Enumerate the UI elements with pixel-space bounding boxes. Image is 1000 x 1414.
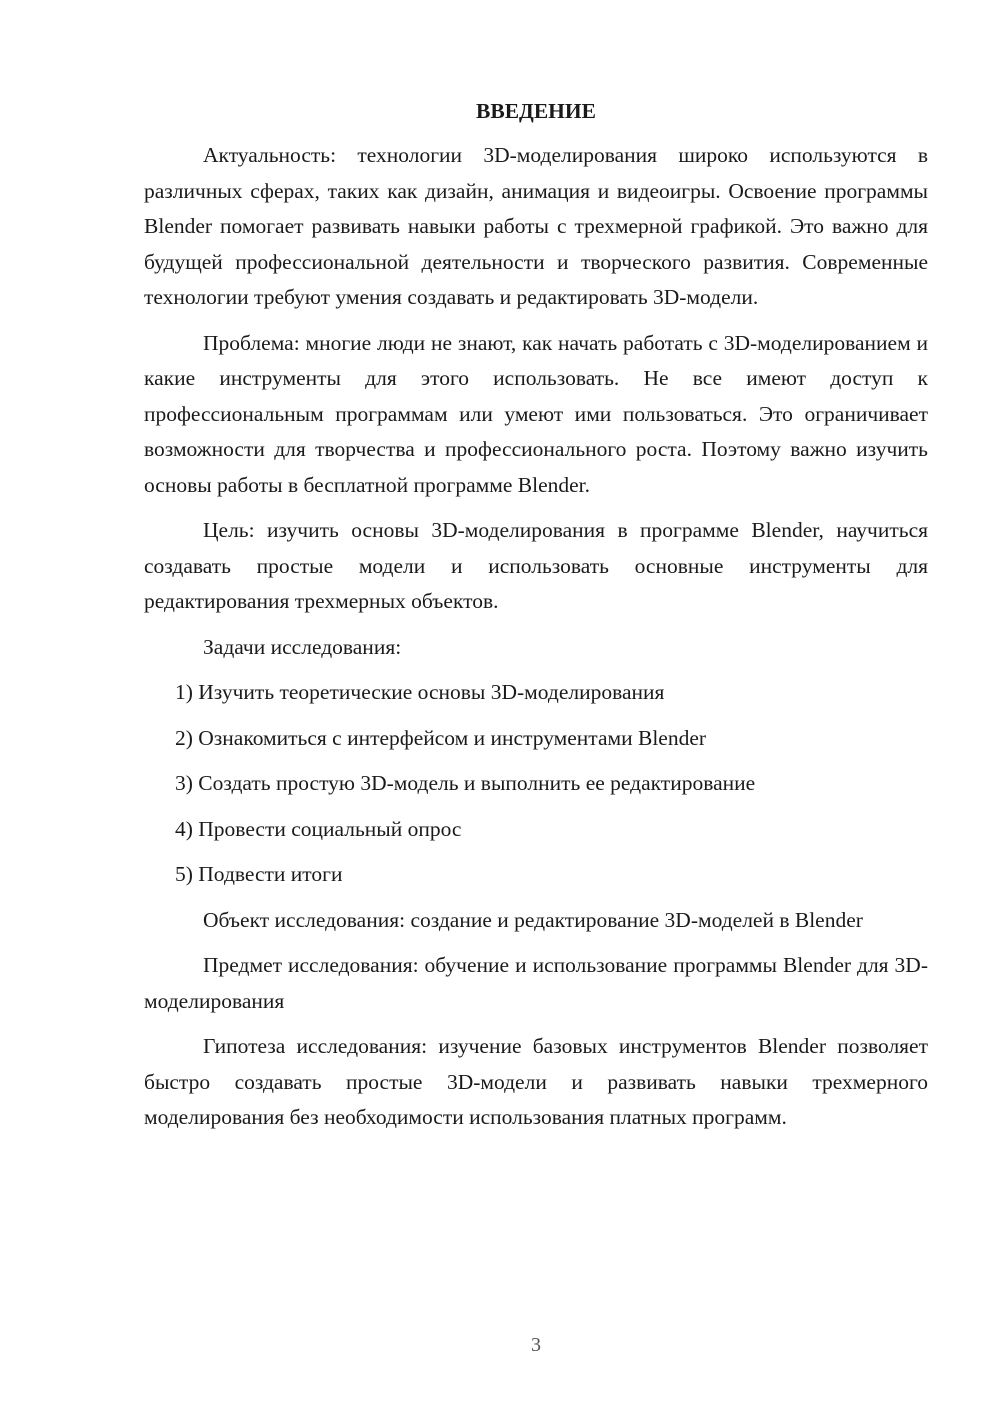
task-list xyxy=(144,675,928,893)
list-item: 3) Создать простую 3D-модель и выполнить ее редактирование xyxy=(175,771,756,795)
paragraph-object: Объект исследования: создание и редактирование 3D-моделей в Blender xyxy=(203,907,863,932)
page-number: 3 xyxy=(531,1334,541,1356)
paragraph-problem: Проблема: многие люди не знают, как начать работать с 3D-моделированием и какие инструменты для этого использовать. Не все имеют доступ к профессиональным программам или умеют ими пользоваться. Это ограничивает возможности для творчества и профессионального роста. Поэтому важно изучить основы работы в бесплатной программе Blender. xyxy=(144,330,928,497)
list-item: 5) Подвести итоги xyxy=(175,862,343,886)
list-item: 2) Ознакомиться с интерфейсом и инструментами Blender xyxy=(175,725,707,750)
list-item: 4) Провести социальный опрос xyxy=(175,816,462,841)
section-title: ВВЕДЕНИЕ xyxy=(476,99,596,123)
tasks-heading: Задачи исследования: xyxy=(203,634,402,659)
list-item: 1) Изучить теоретические основы 3D-моделирования xyxy=(175,680,665,704)
paragraph-subject: Предмет исследования: обучение и использование программы Blender для 3D-моделирования xyxy=(144,953,928,1013)
document-page xyxy=(144,96,928,1146)
paragraph-goal: Цель: изучить основы 3D-моделирования в программе Blender, научиться создавать простые модели и использовать основные инструменты для редактирования трехмерных объектов. xyxy=(144,518,928,613)
paragraph-hypothesis: Гипотеза исследования: изучение базовых инструментов Blender позволяет быстро создавать простые 3D-модели и развивать навыки трехмерного моделирования без необходимости использования платных программ. xyxy=(144,1034,928,1129)
paragraph-relevance: Актуальность: технологии 3D-моделирования широко используются в различных сферах, таких как дизайн, анимация и видеоигры. Освоение программы Blender помогает развивать навыки работы с трехмерной графикой. Это важно для будущей профессиональной деятельности и творческого развития. Современные технологии требуют умения создавать и редактировать 3D-модели. xyxy=(144,143,928,309)
